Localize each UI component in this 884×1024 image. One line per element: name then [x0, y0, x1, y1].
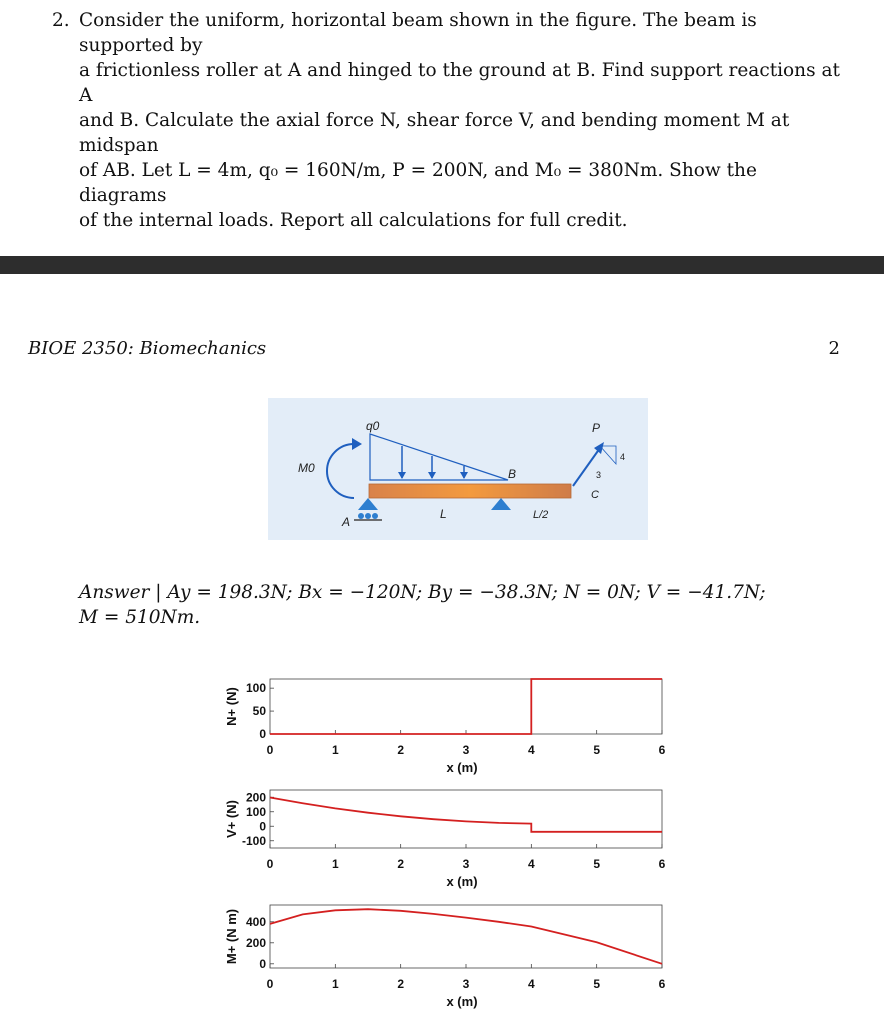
y-tick-label: 400 — [245, 914, 266, 929]
a-label: A — [342, 515, 351, 529]
problem-line: Consider the uniform, horizontal beam shown in the figure. The beam is supported by — [79, 10, 757, 56]
distributed-load — [370, 434, 508, 480]
x-tick-label: 2 — [397, 743, 405, 757]
beam — [369, 484, 571, 498]
support-b — [491, 498, 511, 510]
page-divider — [0, 256, 884, 274]
beam-diagram — [268, 398, 648, 540]
plot-frame — [270, 905, 662, 968]
y-tick-label: 0 — [259, 819, 266, 834]
problem-statement — [52, 8, 842, 233]
plot-frame — [270, 790, 662, 848]
roller-wheel — [372, 513, 378, 519]
roller-wheel — [365, 513, 371, 519]
x-tick-label: 5 — [593, 743, 601, 757]
tri-4-label: 4 — [620, 452, 626, 462]
force-p-arrow — [573, 448, 600, 486]
force-p-head — [594, 442, 604, 454]
load-arrow-head — [428, 472, 436, 479]
x-axis-label: x (m) — [446, 994, 478, 1009]
roller-wheel — [358, 513, 364, 519]
x-tick-label: 6 — [658, 743, 666, 757]
y-tick-label: 100 — [245, 681, 266, 696]
x-tick-label: 2 — [397, 977, 405, 991]
m0-label: M0 — [298, 461, 315, 475]
y-tick-label: 100 — [245, 804, 266, 819]
answer-line: M = 510Nm. — [79, 607, 201, 628]
x-tick-label: 1 — [331, 857, 339, 871]
x-tick-label: 6 — [658, 977, 666, 991]
y-axis-label: N+ (N) — [224, 687, 239, 726]
x-tick-label: 6 — [658, 857, 666, 871]
x-tick-label: 3 — [462, 977, 470, 991]
y-tick-label: 200 — [245, 790, 266, 805]
y-tick-label: 0 — [259, 727, 266, 741]
problem-line: a frictionless roller at A and hinged to the ground at B. Find support reactions at A — [79, 60, 840, 106]
p-label: P — [592, 421, 601, 435]
x-axis-label: x (m) — [446, 874, 478, 889]
x-tick-label: 0 — [266, 977, 274, 991]
l-label: L — [440, 507, 447, 521]
support-a — [358, 498, 378, 510]
x-tick-label: 5 — [593, 857, 601, 871]
x-tick-label: 1 — [331, 977, 339, 991]
internal-load-plots — [200, 665, 680, 1015]
x-tick-label: 3 — [462, 857, 470, 871]
x-tick-label: 0 — [266, 743, 274, 757]
x-tick-label: 4 — [527, 743, 535, 757]
answer-block — [79, 580, 839, 630]
page-number: 2 — [828, 338, 840, 359]
y-tick-label: 200 — [245, 935, 266, 950]
l2-label: L/2 — [533, 509, 549, 521]
y-tick-label: 50 — [252, 704, 266, 719]
beam-figure — [268, 398, 648, 540]
running-header: BIOE 2350: Biomechanics — [28, 338, 267, 359]
plot-frame — [270, 679, 662, 734]
slope-triangle — [600, 446, 616, 464]
problem-line: of the internal loads. Report all calculations for full credit. — [79, 210, 628, 231]
x-axis-label: x (m) — [446, 760, 478, 775]
x-tick-label: 3 — [462, 743, 470, 757]
q0-label: q0 — [366, 419, 380, 433]
tri-3-label: 3 — [596, 470, 602, 480]
y-tick-label: 0 — [259, 956, 266, 971]
problem-line: of AB. Let L = 4m, q₀ = 160N/m, P = 200N, and M₀ = 380Nm. Show the diagrams — [79, 160, 757, 206]
y-axis-label: V+ (N) — [224, 800, 239, 838]
load-arrow-head — [460, 472, 468, 479]
y-axis-label: M+ (N m) — [224, 908, 239, 965]
answer-line: Answer | Ay = 198.3N; Bx = −120N; By = −38.3N; N = 0N; V = −41.7N; — [79, 582, 766, 603]
y-tick-label: -100 — [241, 833, 266, 848]
moment-arrow-head — [352, 438, 362, 450]
load-arrow-head — [398, 472, 406, 479]
x-tick-label: 2 — [397, 857, 405, 871]
b-label: B — [508, 467, 517, 481]
x-tick-label: 4 — [527, 977, 535, 991]
moment-arrow — [327, 444, 354, 498]
x-tick-label: 0 — [266, 857, 274, 871]
c-label: C — [591, 489, 599, 501]
problem-line: and B. Calculate the axial force N, shear force V, and bending moment M at midspan — [79, 110, 790, 156]
x-tick-label: 1 — [331, 743, 339, 757]
problem-number: 2. — [52, 10, 70, 31]
x-tick-label: 5 — [593, 977, 601, 991]
x-tick-label: 4 — [527, 857, 535, 871]
